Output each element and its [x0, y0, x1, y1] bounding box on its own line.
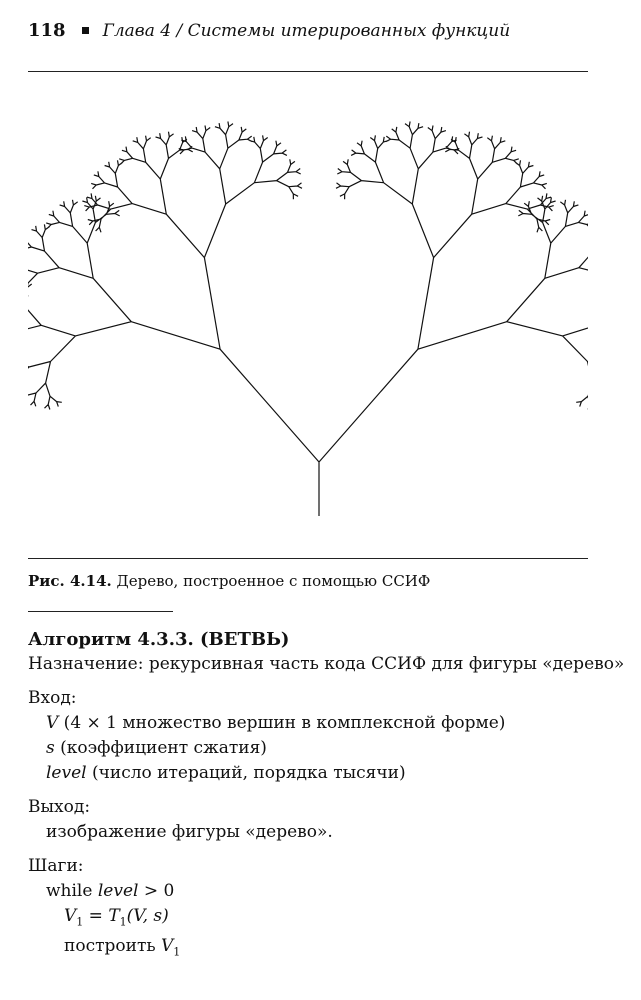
caption-text: Дерево, построенное с помощью ССИФ	[116, 572, 431, 590]
figure-caption	[28, 572, 588, 590]
algorithm-purpose: Назначение: рекурсивная часть кода ССИФ для фигуры «дерево»	[28, 654, 625, 674]
algorithm-title: Алгоритм 4.3.3. (ВЕТВЬ)	[28, 629, 290, 650]
output-item: изображение фигуры «дерево».	[46, 822, 333, 842]
input-item-v: V (4 × 1 множество вершин в комплексной форме)	[46, 713, 506, 733]
caption-label: Рис. 4.14.	[28, 572, 112, 590]
algorithm-block	[28, 627, 625, 965]
running-head: Глава 4 / Системы итерированных функций	[102, 21, 511, 41]
tree-branches	[28, 122, 588, 517]
step-assign: $V_1 = T_1(V$, s)	[64, 906, 169, 929]
input-item-s: s (коэффициент сжатия)	[46, 738, 267, 758]
page-header	[28, 20, 588, 46]
output-heading: Выход:	[28, 797, 91, 817]
bullet-icon	[82, 27, 89, 34]
fractal-tree-figure	[28, 78, 588, 548]
steps-heading: Шаги:	[28, 856, 84, 876]
top-rule	[28, 71, 588, 72]
input-heading: Вход:	[28, 688, 77, 708]
step-build: построить $V_1$	[64, 936, 181, 959]
page-number: 118	[28, 20, 66, 41]
step-while: while level > 0	[46, 881, 175, 901]
input-item-level: level (число итераций, порядка тысячи)	[46, 763, 406, 783]
algorithm-rule	[28, 611, 173, 612]
figure-bottom-rule	[28, 558, 588, 559]
